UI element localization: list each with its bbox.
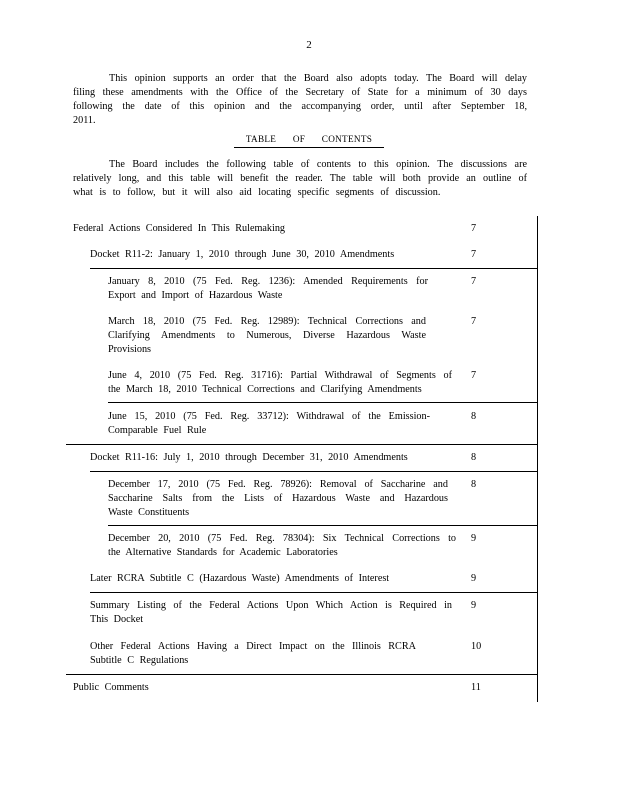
toc-entry-title: June 4, 2010 (75 Fed. Reg. 31716): Partial Withdrawal of Segments of the March 18, 2010 Technical Corrections and Clarifying Amendments (108, 370, 452, 395)
toc-heading: TABLE OF CONTENTS (0, 132, 618, 148)
toc-entry-title: Docket R11-16: July 1, 2010 through December 31, 2010 Amendments (90, 452, 408, 463)
toc-entry-title: December 20, 2010 (75 Fed. Reg. 78304): Six Technical Corrections to the Alternative Standards for Academic Laboratories (108, 533, 456, 558)
toc-divider (66, 444, 538, 445)
toc-entry-title: January 8, 2010 (75 Fed. Reg. 1236): Amended Requirements for Export and Import of Hazardous Waste (108, 276, 428, 301)
toc-divider (90, 592, 538, 593)
toc-entry-title: Summary Listing of the Federal Actions Upon Which Action is Required in This Docket (90, 600, 452, 625)
page-number: 2 (306, 39, 312, 51)
toc-entry-page: 8 (471, 411, 477, 422)
toc-entry-page: 9 (471, 600, 477, 611)
intro-paragraph (73, 72, 527, 128)
intro-line: following the date of this opinion and the accompanying order, until after September 18, 2011. (73, 101, 527, 126)
toc-intro-line: what is to follow, but it will also aid locating specific segments of discussion. (73, 187, 441, 198)
toc-entry-page: 8 (471, 479, 477, 490)
toc-entry-page: 7 (471, 370, 477, 381)
toc-intro-line: relatively long, and this table will benefit the reader. The table will both provide an outline of (73, 173, 527, 184)
table-of-contents (66, 216, 538, 703)
toc-entry-page: 9 (471, 573, 477, 584)
toc-intro-paragraph (73, 158, 527, 200)
toc-right-border (537, 216, 538, 702)
toc-divider (108, 525, 538, 526)
toc-entry-title: Docket R11-2: January 1, 2010 through June 30, 2010 Amendments (90, 249, 395, 260)
toc-entry-title: Other Federal Actions Having a Direct Impact on the Illinois RCRA Subtitle C Regulations (90, 641, 416, 666)
toc-entry-page: 11 (471, 682, 481, 693)
toc-entry-page: 7 (471, 223, 477, 234)
toc-entry-title: June 15, 2010 (75 Fed. Reg. 33712): Withdrawal of the Emission- Comparable Fuel Rule (108, 411, 430, 436)
toc-divider (108, 402, 538, 403)
toc-entry-page: 7 (471, 276, 477, 287)
toc-intro-line: The Board includes the following table of contents to this opinion. The discussions are (109, 159, 527, 170)
toc-entry-title: March 18, 2010 (75 Fed. Reg. 12989): Technical Corrections and Clarifying Amendments to Numerous, Diverse Hazardous Waste Provisions (108, 316, 426, 355)
intro-line: This opinion supports an order that the Board also adopts today. The Board will delay (109, 73, 527, 84)
toc-divider (90, 268, 538, 269)
toc-entry-page: 8 (471, 452, 477, 463)
intro-line: filing these amendments with the Office of the Secretary of State for a minimum of 30 days (73, 87, 527, 98)
toc-divider (90, 471, 538, 472)
toc-divider (66, 674, 538, 675)
toc-entry-page: 7 (471, 249, 477, 260)
toc-entry-page: 7 (471, 316, 477, 327)
toc-entry-title: Later RCRA Subtitle C (Hazardous Waste) Amendments of Interest (90, 573, 390, 584)
toc-entry-title: December 17, 2010 (75 Fed. Reg. 78926): Removal of Saccharine and Saccharine Salts from the Lists of Hazardous Waste and Hazardous Waste Constituents (108, 479, 448, 518)
toc-entry-title: Federal Actions Considered In This Rulemaking (73, 223, 286, 234)
toc-entry-title: Public Comments (73, 682, 149, 693)
toc-entry-page: 9 (471, 533, 477, 544)
toc-entry-page: 10 (471, 641, 482, 652)
